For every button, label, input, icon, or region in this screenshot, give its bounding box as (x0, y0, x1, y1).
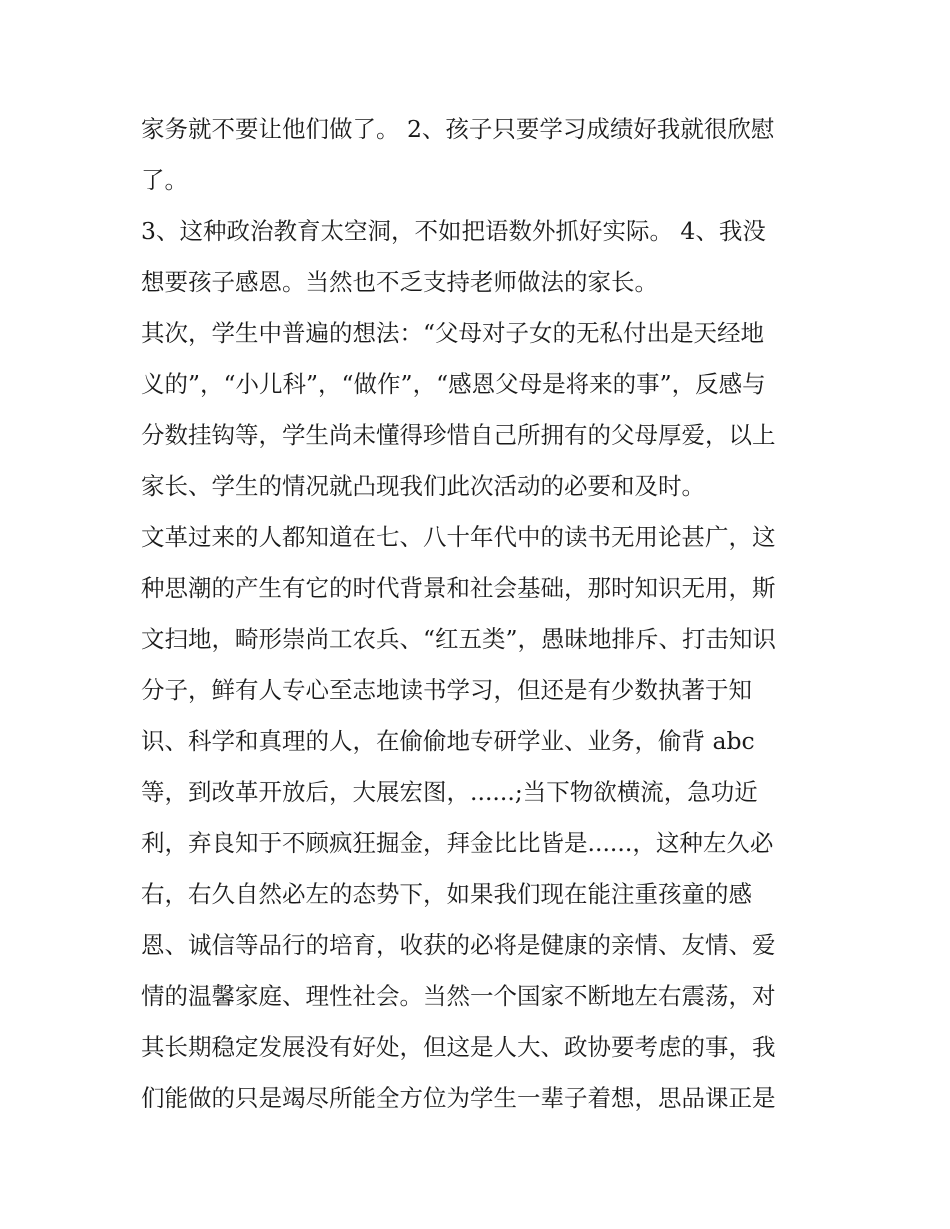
text-line: 分子，鲜有人专心至志地读书学习，但还是有少数执著于知 (141, 676, 752, 704)
text-line: 等，到改革开放后，大展宏图，......;当下物欲横流，急功近 (141, 778, 758, 806)
text-line: 文革过来的人都知道在七、八十年代中的读书无用论甚广，这 (141, 523, 776, 551)
text-line: 3、这种政治教育太空洞，不如把语数外抓好实际。 4、我没 (141, 217, 766, 245)
text-line: 想要孩子感恩。当然也不乏支持老师做法的家长。 (141, 268, 658, 296)
text-line: 了。 (141, 166, 188, 194)
text-line: 恩、诚信等品行的培育，收获的必将是健康的亲情、友情、爱 (141, 931, 776, 959)
text-line: 们能做的只是竭尽所能全方位为学生一辈子着想，思品课正是 (141, 1084, 776, 1112)
text-line: 种思潮的产生有它的时代背景和社会基础，那时知识无用，斯 (141, 574, 776, 602)
text-line: 其次，学生中普遍的想法：“父母对子女的无私付出是天经地 (141, 319, 765, 347)
text-line: 利，弃良知于不顾疯狂掘金，拜金比比皆是......，这种左久必 (141, 829, 774, 857)
text-line: 分数挂钩等，学生尚未懂得珍惜自己所拥有的父母厚爱，以上 (141, 421, 776, 449)
text-line: 右，右久自然必左的态势下，如果我们现在能注重孩童的感 (141, 880, 752, 908)
text-line: 情的温馨家庭、理性社会。当然一个国家不断地左右震荡，对 (141, 982, 776, 1010)
text-line: 文扫地，畸形崇尚工农兵、“红五类”，愚昧地排斥、打击知识 (141, 625, 777, 653)
text-line: 识、科学和真理的人，在偷偷地专研学业、业务，偷背 abc (141, 727, 755, 755)
body-text (141, 104, 821, 1124)
text-line: 义的”，“小儿科”，“做作”，“感恩父母是将来的事”，反感与 (141, 370, 766, 398)
text-line: 家长、学生的情况就凸现我们此次活动的必要和及时。 (141, 472, 705, 500)
text-line: 家务就不要让他们做了。 2、孩子只要学习成绩好我就很欣慰 (141, 115, 775, 143)
text-line: 其长期稳定发展没有好处，但这是人大、政协要考虑的事，我 (141, 1033, 776, 1061)
